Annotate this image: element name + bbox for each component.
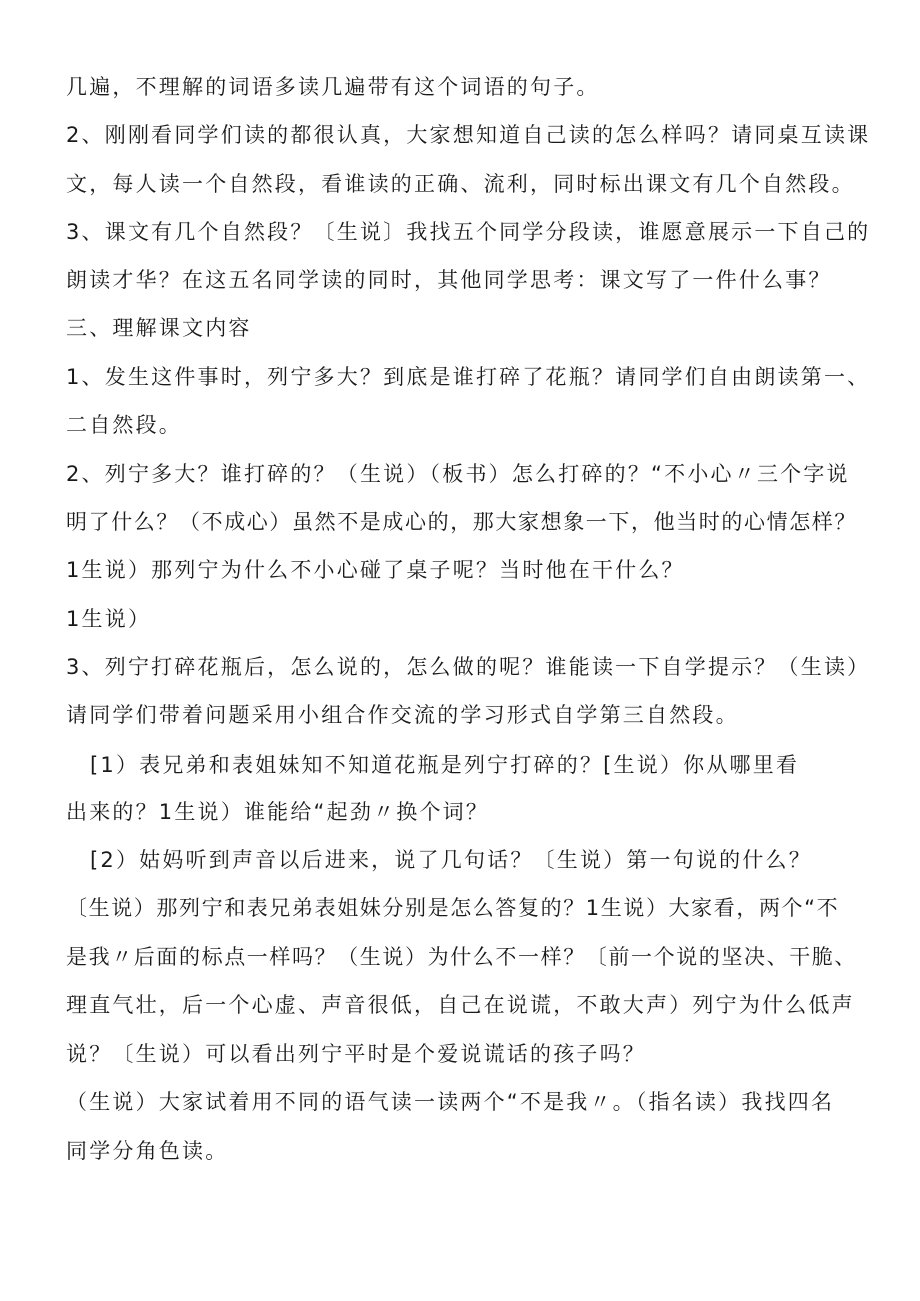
text-line: 2、列宁多大？谁打碎的？（生说）（板书）怎么打碎的？“不小心〃三个字说 — [66, 462, 850, 486]
section-heading: 三、理解课文内容 — [66, 316, 252, 340]
text-line: （生说）大家试着用不同的语气读一读两个“不是我〃。（指名读）我找四名 — [66, 1090, 835, 1114]
text-line: 同学分角色读。 — [66, 1139, 229, 1163]
text-line: 说？〔生说）可以看出列宁平时是个爱说谎话的孩子吗？ — [66, 1042, 646, 1066]
text-line: 1生说）那列宁为什么不小心碰了桌子呢？当时他在干什么？ — [66, 558, 685, 582]
text-line: [2）姑妈听到声音以后进来，说了几句话？〔生说）第一句说的什么？ — [90, 848, 812, 872]
text-line: 1、发生这件事时，列宁多大？到底是谁打碎了花瓶？请同学们自由朗读第一、 — [66, 365, 871, 389]
text-line: [1）表兄弟和表姐妹知不知道花瓶是列宁打碎的？[生说）你从哪里看 — [90, 753, 800, 777]
text-line: 出来的？1生说）谁能给“起劲〃换个词？ — [66, 800, 490, 824]
text-line: 文，每人读一个自然段，看谁读的正确、流利，同时标出课文有几个自然段。 — [66, 172, 855, 196]
text-line: 1生说） — [66, 607, 152, 631]
text-line: 2、刚刚看同学们读的都很认真，大家想知道自己读的怎么样吗？请同桌互读课 — [66, 123, 871, 147]
text-line: 是我〃后面的标点一样吗？（生说）为什么不一样？〔前一个说的坚决、干脆、 — [66, 945, 857, 969]
text-line: 3、列宁打碎花瓶后，怎么说的，怎么做的呢？谁能读一下自学提示？（生读） — [66, 655, 871, 679]
text-line: 几遍，不理解的词语多读几遍带有这个词语的句子。 — [66, 75, 600, 99]
text-line: 〔生说）那列宁和表兄弟表姐妹分别是怎么答复的？1生说）大家看，两个“不 — [66, 896, 840, 920]
text-line: 请同学们带着问题采用小组合作交流的学习形式自学第三自然段。 — [66, 703, 739, 727]
text-line: 朗读才华？在这五名同学读的同时，其他同学思考：课文写了一件什么事？ — [66, 268, 832, 292]
text-line: 明了什么？（不成心）虽然不是成心的，那大家想象一下，他当时的心情怎样？ — [66, 510, 857, 534]
text-line: 3、课文有几个自然段？〔生说〕我找五个同学分段读，谁愿意展示一下自己的 — [66, 220, 871, 244]
text-line: 理直气壮，后一个心虚、声音很低，自己在说谎，不敢大声）列宁为什么低声 — [66, 993, 855, 1017]
text-line: 二自然段。 — [66, 413, 182, 437]
